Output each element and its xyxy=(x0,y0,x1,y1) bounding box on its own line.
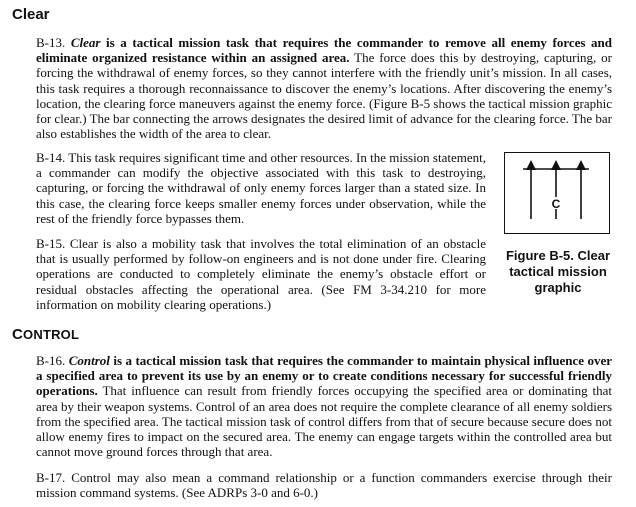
paragraph-b14: B-14. This task requires significant time and other resources. In the mission statement, a commander can modify the objective associated with this task to destroying, capturing, or forcing the withdrawal of only enemy forces larger than a stated size. In this case, the clearing force keeps smaller enemy forces under observation, while the rest of the friendly force bypasses them. xyxy=(36,150,486,226)
paragraph-b17: B-17. Control may also mean a command relationship or a function commanders exercise through their mission command systems. (See ADRPs 3-0 and 6-0.) xyxy=(36,470,612,501)
section-heading-clear: Clear xyxy=(12,6,50,23)
section-heading-control xyxy=(12,327,79,342)
term-clear: Clear xyxy=(70,35,101,50)
paragraph-body: The force does this by destroying, capturing, or forcing the withdrawal of enemy forces, so they cannot interfere with the friendly unit’s mission. In all cases, this task requires a thorough reconnaissance to discover the enemy’s locations. After discovering the enemy’s location, the clearing force maneuvers against the enemy force. (Figure B-5 shows the tactical mission graphic for clear.) The bar connecting the arrows designates the desired limit of advance for the clearing force. The bar also establishes the width of the area to clear. xyxy=(36,50,612,142)
heading-rest: ONTROL xyxy=(23,327,80,342)
clear-graphic-figure xyxy=(504,152,610,234)
arrowhead-center xyxy=(551,160,561,170)
clear-tactical-graphic xyxy=(505,153,608,232)
figure-caption: Figure B-5. Clear tactical mission graphic xyxy=(505,248,611,295)
paragraph-body: That influence can result from friendly forces occupying the specified area or dominating that area by their weapon systems. Control of an area does not require the complete clearance of all enemy soldiers from the specified area. The tactical mission task of control differs from that of secure because secure does not allow enemy fires to impact on the secured area. The enemy can engage targets within the controlled area but cannot move ground forces through that area. xyxy=(36,383,612,460)
graphic-letter-c: C xyxy=(551,197,561,211)
paragraph-number: B-16. xyxy=(36,353,66,368)
paragraph-number: B-13. xyxy=(36,35,66,50)
arrowhead-left xyxy=(526,160,536,170)
heading-initial: C xyxy=(12,326,24,343)
definition-clear: is a tactical mission task that requires the commander to remove all enemy forces and eliminate organized resistance within an assigned area. xyxy=(36,35,613,66)
definition-control: is a tactical mission task that requires the commander to maintain physical influence over a specified area to prevent its use by an enemy or to create conditions necessary for successful friendly operations. xyxy=(36,353,612,399)
arrowhead-right xyxy=(576,160,586,170)
term-control: Control xyxy=(68,353,110,368)
paragraph-b13 xyxy=(36,35,612,141)
paragraph-b16 xyxy=(36,353,612,459)
paragraph-b15: B-15. Clear is also a mobility task that involves the total elimination of an obstacle that is usually performed by follow-on engineers and is not done under fire. Clearing operations are conducted to completely eliminate the enemy’s obstacle effort or residual obstacles affecting the operational area. (See FM 3-34.210 for more information on mobility clearing operations.) xyxy=(36,236,486,312)
